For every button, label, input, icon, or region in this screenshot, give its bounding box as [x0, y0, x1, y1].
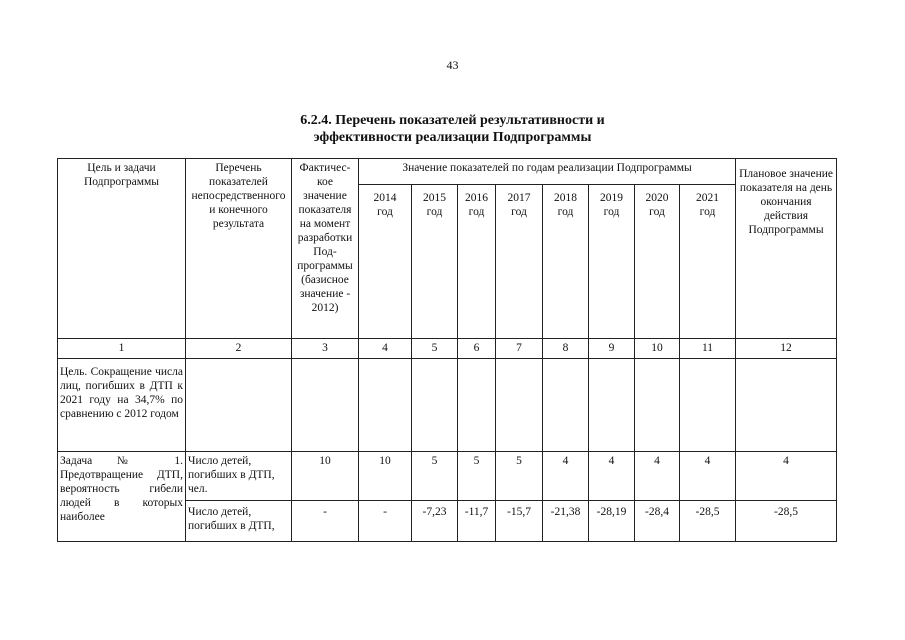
- year-unit: год: [511, 206, 527, 218]
- empty-cell: [635, 359, 680, 452]
- column-number: 10: [635, 339, 680, 359]
- indicator-value: -7,23: [412, 501, 458, 542]
- column-number: 12: [736, 339, 837, 359]
- year-header: [412, 185, 458, 339]
- year-unit: год: [426, 206, 443, 218]
- section-title-line-1: 6.2.4. Перечень показателей результативности и: [300, 113, 605, 128]
- column-number: 8: [543, 339, 589, 359]
- year-header: [680, 185, 736, 339]
- column-number: 5: [412, 339, 458, 359]
- column-number: 9: [589, 339, 635, 359]
- empty-cell: [589, 359, 635, 452]
- indicator-value: 4: [680, 452, 736, 501]
- indicator-value: 5: [496, 452, 543, 501]
- indicator-actual: -: [292, 501, 359, 542]
- header-actual: Фактичес-кое значение показателя на момент разработки Под-программы (базисное значение - 2012): [292, 159, 359, 339]
- indicator-value: -21,38: [543, 501, 589, 542]
- year-value: 2018: [554, 192, 577, 204]
- indicator-value: 4: [589, 452, 635, 501]
- year-unit: год: [468, 206, 485, 218]
- year-value: 2020: [645, 192, 669, 204]
- indicator-name: Число детей, погибших в ДТП,: [186, 501, 292, 542]
- page-number: 43: [446, 58, 459, 72]
- column-number: 6: [458, 339, 496, 359]
- indicator-value: -28,4: [635, 501, 680, 542]
- year-value: 2015: [423, 192, 446, 204]
- indicator-value: 10: [359, 452, 412, 501]
- empty-cell: [359, 359, 412, 452]
- empty-cell: [736, 359, 837, 452]
- column-number: 4: [359, 339, 412, 359]
- year-header: [458, 185, 496, 339]
- column-number: 7: [496, 339, 543, 359]
- section-title-line-2: эффективности реализации Подпрограммы: [313, 130, 592, 145]
- column-number-row: [58, 339, 837, 359]
- year-value: 2021: [696, 192, 720, 204]
- year-header: [496, 185, 543, 339]
- year-unit: год: [649, 206, 665, 218]
- empty-cell: [292, 359, 359, 452]
- indicator-value: 4: [543, 452, 589, 501]
- goal-text: Цель. Сокращение числа лиц, погибших в ДТП к 2021 году на 34,7% по сравнению с 2012 годом: [58, 359, 186, 452]
- indicator-value: 5: [412, 452, 458, 501]
- header-planned: Плановое значение показателя на день окончания действия Подпрограммы: [736, 159, 837, 339]
- empty-cell: [543, 359, 589, 452]
- header-indicators: Перечень показателей непосредственного и конечного результата: [186, 159, 292, 339]
- year-unit: год: [699, 206, 716, 218]
- empty-cell: [412, 359, 458, 452]
- indicator-planned: -28,5: [736, 501, 837, 542]
- year-header: [635, 185, 680, 339]
- year-unit: год: [557, 206, 574, 218]
- year-header: [543, 185, 589, 339]
- year-unit: год: [603, 206, 620, 218]
- empty-cell: [186, 359, 292, 452]
- indicator-value: -28,19: [589, 501, 635, 542]
- year-value: 2019: [600, 192, 623, 204]
- header-years-group: Значение показателей по годам реализации Подпрограммы: [359, 159, 736, 185]
- indicators-table: [57, 158, 837, 542]
- column-number: 11: [680, 339, 736, 359]
- header-row: [58, 159, 837, 185]
- column-number: 3: [292, 339, 359, 359]
- header-goal: Цель и задачи Подпрограммы: [58, 159, 186, 339]
- empty-cell: [458, 359, 496, 452]
- year-value: 2017: [507, 192, 531, 204]
- indicator-value: 4: [635, 452, 680, 501]
- indicator-value: -: [359, 501, 412, 542]
- indicator-value: -15,7: [496, 501, 543, 542]
- section-title: [0, 112, 905, 146]
- indicator-actual: 10: [292, 452, 359, 501]
- column-number: 2: [186, 339, 292, 359]
- indicator-name: Число детей, погибших в ДТП, чел.: [186, 452, 292, 501]
- task-text: Задача № 1. Предотвращение ДТП, вероятность гибели людей в которых наиболее: [58, 452, 186, 542]
- empty-cell: [680, 359, 736, 452]
- year-header: [589, 185, 635, 339]
- year-value: 2016: [465, 192, 488, 204]
- year-header: [359, 185, 412, 339]
- column-number: 1: [58, 339, 186, 359]
- task-row: [58, 452, 837, 501]
- year-unit: год: [377, 206, 393, 218]
- indicator-value: 5: [458, 452, 496, 501]
- indicator-value: -28,5: [680, 501, 736, 542]
- indicator-planned: 4: [736, 452, 837, 501]
- indicator-value: -11,7: [458, 501, 496, 542]
- year-value: 2014: [373, 192, 397, 204]
- goal-row: [58, 359, 837, 452]
- empty-cell: [496, 359, 543, 452]
